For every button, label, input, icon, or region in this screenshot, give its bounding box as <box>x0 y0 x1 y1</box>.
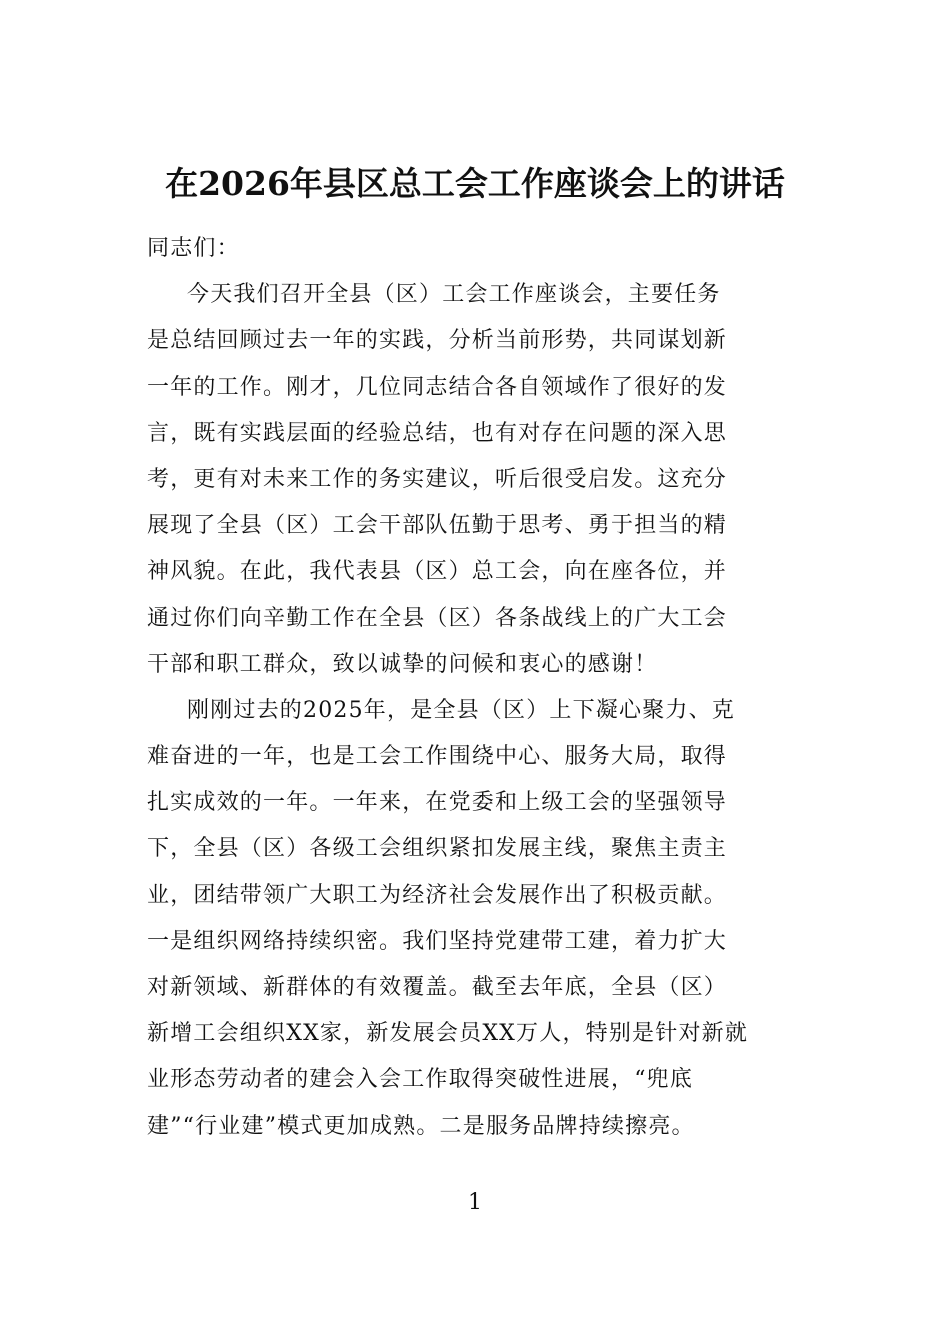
text-line: 业形态劳动者的建会入会工作取得突破性进展，“兜底 <box>147 1067 694 1093</box>
text-line: 一是组织网络持续织密。我们坚持党建带工建，着力扩大 <box>147 928 728 954</box>
text-line: 难奋进的一年，也是工会工作围绕中心、服务大局，取得 <box>147 744 728 770</box>
text-line: 扎实成效的一年。一年来，在党委和上级工会的坚强领导 <box>147 790 728 816</box>
text-line: 刚刚过去的2025年，是全县（区）上下凝心聚力、克 <box>187 697 735 723</box>
text-line: 建”“行业建”模式更加成熟。二是服务品牌持续擦亮。 <box>147 1113 695 1139</box>
salutation: 同志们： <box>147 236 240 261</box>
text-line: 是总结回顾过去一年的实践，分析当前形势，共同谋划新 <box>147 328 728 354</box>
speech-body <box>147 226 807 1150</box>
page-number: 1 <box>468 1190 482 1215</box>
document-title: 在2026年县区总工会工作座谈会上的讲话 <box>165 164 785 203</box>
text-line: 一年的工作。刚才，几位同志结合各自领域作了很好的发 <box>147 374 728 400</box>
text-line: 新增工会组织XX家，新发展会员XX万人，特别是针对新就 <box>147 1021 749 1047</box>
text-line: 今天我们召开全县（区）工会工作座谈会，主要任务 <box>187 282 721 308</box>
text-line: 通过你们向辛勤工作在全县（区）各条战线上的广大工会 <box>147 605 728 631</box>
text-line: 展现了全县（区）工会干部队伍勤于思考、勇于担当的精 <box>147 513 728 539</box>
text-line: 考，更有对未来工作的务实建议，听后很受启发。这充分 <box>147 466 728 492</box>
text-line: 干部和职工群众，致以诚挚的问候和衷心的感谢！ <box>147 651 658 677</box>
text-line: 神风貌。在此，我代表县（区）总工会，向在座各位，并 <box>147 559 728 585</box>
text-line: 对新领域、新群体的有效覆盖。截至去年底，全县（区） <box>147 975 728 1000</box>
text-line: 言，既有实践层面的经验总结，也有对存在问题的深入思 <box>147 420 728 446</box>
text-line: 下，全县（区）各级工会组织紧扣发展主线，聚焦主责主 <box>147 836 728 862</box>
text-line: 业，团结带领广大职工为经济社会发展作出了积极贡献。 <box>147 882 728 908</box>
